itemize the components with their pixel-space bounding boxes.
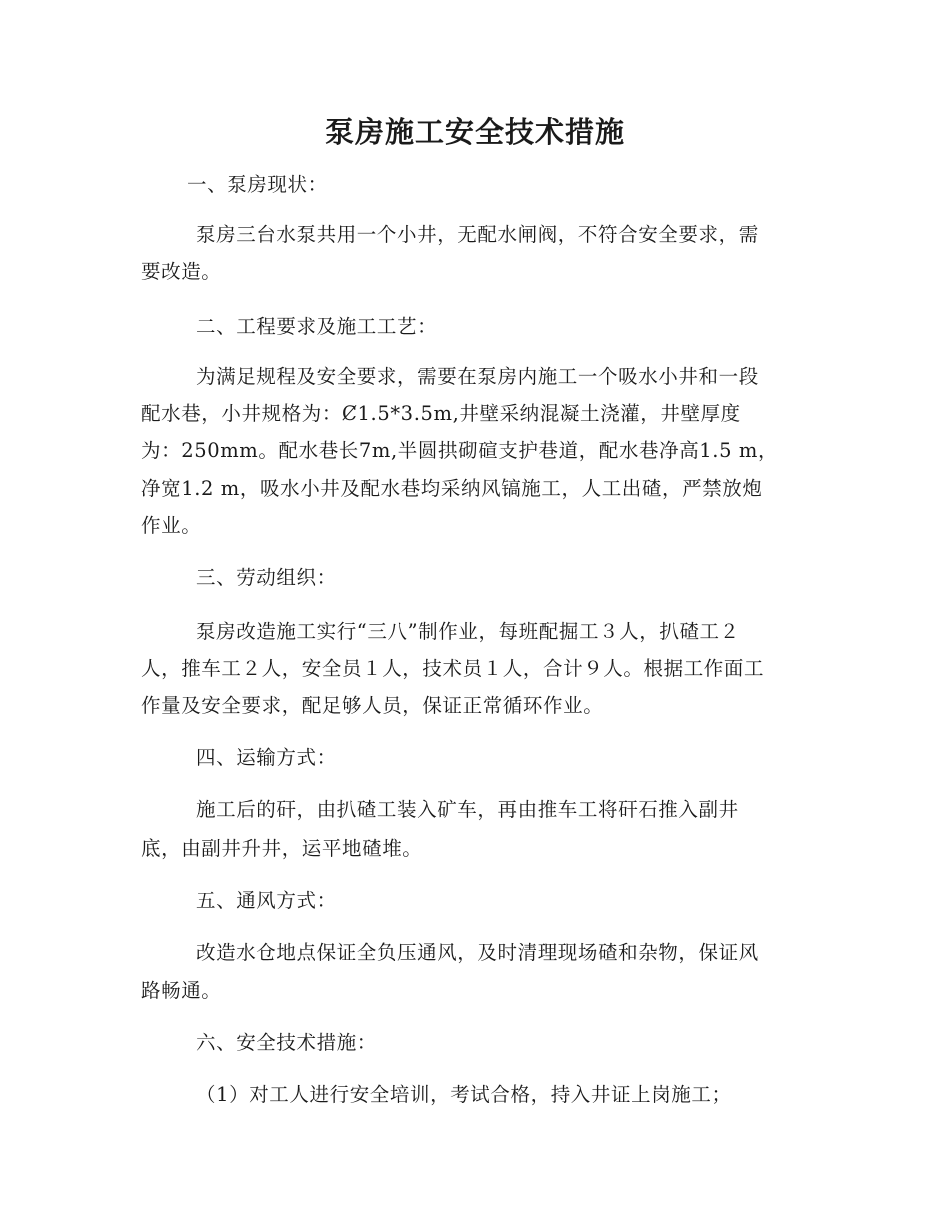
section-heading-ventilation: 五、通风方式： <box>196 889 337 912</box>
paragraph-line: 施工后的矸，由扒碴工装入矿车，再由推车工将矸石推入副井 <box>196 798 739 821</box>
section-heading-transport: 四、运输方式： <box>196 746 337 769</box>
paragraph-line: 配水巷，小井规格为：Ȼ1.5*3.5m,井壁采纳混凝土浇灌，井壁厚度 <box>141 402 741 425</box>
paragraph-line: 净宽1.2 m，吸水小井及配水巷均采纳风镐施工，人工出碴，严禁放炮 <box>141 477 763 500</box>
paragraph-line: 为满足规程及安全要求，需要在泵房内施工一个吸水小井和一段 <box>196 365 759 388</box>
section-heading-labor: 三、劳动组织： <box>196 566 337 589</box>
section-heading-pump-status: 一、泵房现状： <box>187 173 328 196</box>
paragraph-line: 为：250mm。配水巷长7m,半圆拱砌碹支护巷道，配水巷净高1.5 m， <box>141 439 779 462</box>
paragraph-line: 泵房改造施工实行“三八”制作业，每班配掘工３人，扒碴工２ <box>196 620 740 643</box>
paragraph-line: 作量及安全要求，配足够人员，保证正常循环作业。 <box>141 694 604 717</box>
paragraph-line: 人，推车工２人，安全员１人，技术员１人，合计９人。根据工作面工 <box>141 657 765 680</box>
paragraph-line: 要改造。 <box>141 260 222 283</box>
paragraph-line: 泵房三台水泵共用一个小井，无配水闸阀，不符合安全要求，需 <box>196 223 759 246</box>
paragraph-line: 底，由副井升井，运平地碴堆。 <box>141 837 423 860</box>
list-item: （1）对工人进行安全培训，考试合格，持入井证上岗施工； <box>196 1083 732 1106</box>
paragraph-line: 改造水仓地点保证全负压通风，及时清理现场碴和杂物，保证风 <box>196 941 759 964</box>
paragraph-line: 路畅通。 <box>141 979 222 1002</box>
section-heading-requirements: 二、工程要求及施工工艺： <box>196 315 438 338</box>
page-title: 泵房施工安全技术措施 <box>324 115 625 149</box>
section-heading-safety: 六、安全技术措施： <box>196 1031 377 1054</box>
paragraph-line: 作业。 <box>141 514 202 537</box>
